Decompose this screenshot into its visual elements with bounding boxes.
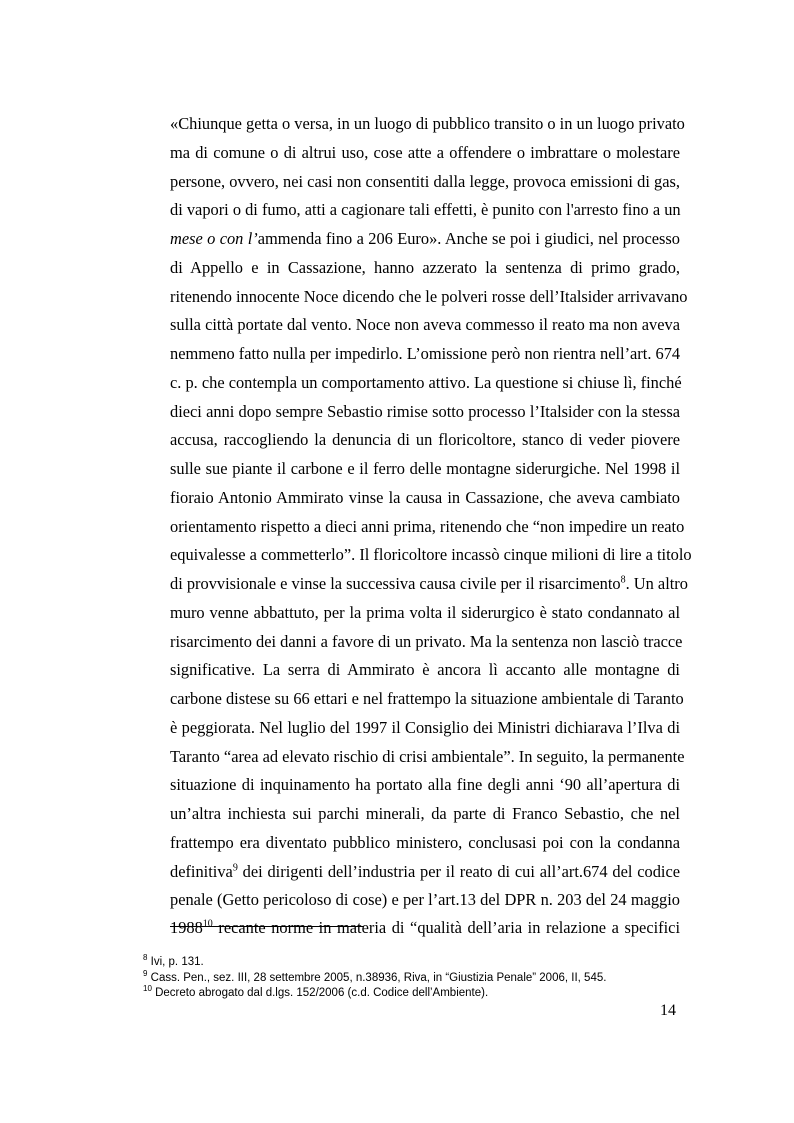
footnote-text: Cass. Pen., sez. III, 28 settembre 2005, n.38936, Riva, in “Giustizia Penale” 2006, II, 545. [147,972,607,984]
footnote-text: Decreto abrogato dal d.lgs. 152/2006 (c.d. Codice dell’Ambiente). [151,987,489,999]
body-line: c. p. che contempla un comportamento attivo. La questione si chiuse lì, finché [170,373,682,392]
body-text: dei dirigenti dell’industria per il reato di cui all’art.674 del codice [237,862,680,881]
body-line: di vapori o di fumo, atti a cagionare tali effetti, è punito con l'arresto fino a un [170,200,681,219]
body-line: Taranto “area ad elevato rischio di crisi ambientale”. In seguito, la permanente [170,747,685,766]
footnote [143,971,606,985]
body-line: muro venne abbattuto, per la prima volta il siderurgico è stato condannato al [170,603,680,622]
body-line [170,574,688,594]
body-line: persone, ovvero, nei casi non consentiti dalla legge, provoca emissioni di gas, [170,172,680,191]
body-line: «Chiunque getta o versa, in un luogo di pubblico transito o in un luogo privato [170,114,685,133]
body-line: è peggiorata. Nel luglio del 1997 il Consiglio dei Ministri dichiarava l’Ilva di [170,718,680,737]
body-line: significative. La serra di Ammirato è ancora lì accanto alle montagne di [170,660,680,679]
body-line: ritenendo innocente Noce dicendo che le polveri rosse dell’Italsider arrivavano [170,287,688,306]
italic-phrase: mese o con l’ [170,229,258,248]
footnote-mark: 9 [143,969,148,979]
body-line: fioraio Antonio Ammirato vinse la causa in Cassazione, che aveva cambiato [170,488,680,507]
body-text: recante norme in materia di “qualità dell’aria in relazione a specifici [212,918,680,937]
footnote-ref[interactable]: 8 [620,574,626,586]
footnote-ref[interactable]: 9 [232,862,238,874]
body-line: dieci anni dopo sempre Sebastio rimise sotto processo l’Italsider con la stessa [170,402,680,421]
body-text: 1988 [170,918,203,937]
body-line: carbone distese su 66 ettari e nel frattempo la situazione ambientale di Taranto [170,689,684,708]
body-text: ammenda fino a 206 Euro». Anche se poi i giudici, nel processo [257,229,680,248]
body-text: . Un altro [625,574,688,593]
body-line: un’altra inchiesta sui parchi minerali, da parte di Franco Sebastio, che nel [170,804,680,823]
body-line [170,229,680,249]
body-line: situazione di inquinamento ha portato alla fine degli anni ‘90 all’apertura di [170,775,680,794]
footnote [143,955,204,969]
body-line: penale (Getto pericoloso di cose) e per l’art.13 del DPR n. 203 del 24 maggio [170,890,680,909]
page-number: 14 [660,1002,676,1019]
body-line: nemmeno fatto nulla per impedirlo. L’omissione però non rientra nell’art. 674 [170,344,681,363]
body-text: definitiva [170,862,233,881]
body-line [170,862,680,882]
body-line: ma di comune o di altrui uso, cose atte a offendere o imbrattare o molestare [170,143,680,162]
body-line: orientamento rispetto a dieci anni prima, ritenendo che “non impedire un reato [170,517,685,536]
footnote-text: Ivi, p. 131. [147,956,204,968]
body-text: di provvisionale e vinse la successiva causa civile per il risarcimento [170,574,621,593]
body-line: sulle sue piante il carbone e il ferro delle montagne siderurgiche. Nel 1998 il [170,459,680,478]
body-line: risarcimento dei danni a favore di un privato. Ma la sentenza non lasciò tracce [170,632,683,651]
footnote [143,986,488,1000]
body-line: frattempo era diventato pubblico ministero, conclusasi poi con la condanna [170,833,680,852]
body-line: accusa, raccogliendo la denuncia di un floricoltore, stanco di veder piovere [170,430,680,449]
body-line: sulla città portate dal vento. Noce non aveva commesso il reato ma non aveva [170,315,680,334]
footnote-ref[interactable]: 10 [202,918,213,930]
footnote-mark: 10 [143,984,152,994]
footnote-separator [170,926,363,927]
body-line: equivalesse a commetterlo”. Il floricoltore incassò cinque milioni di lire a titolo [170,545,692,564]
body-line: di Appello e in Cassazione, hanno azzerato la sentenza di primo grado, [170,258,680,277]
footnote-mark: 8 [143,953,148,963]
body-line [170,918,680,938]
